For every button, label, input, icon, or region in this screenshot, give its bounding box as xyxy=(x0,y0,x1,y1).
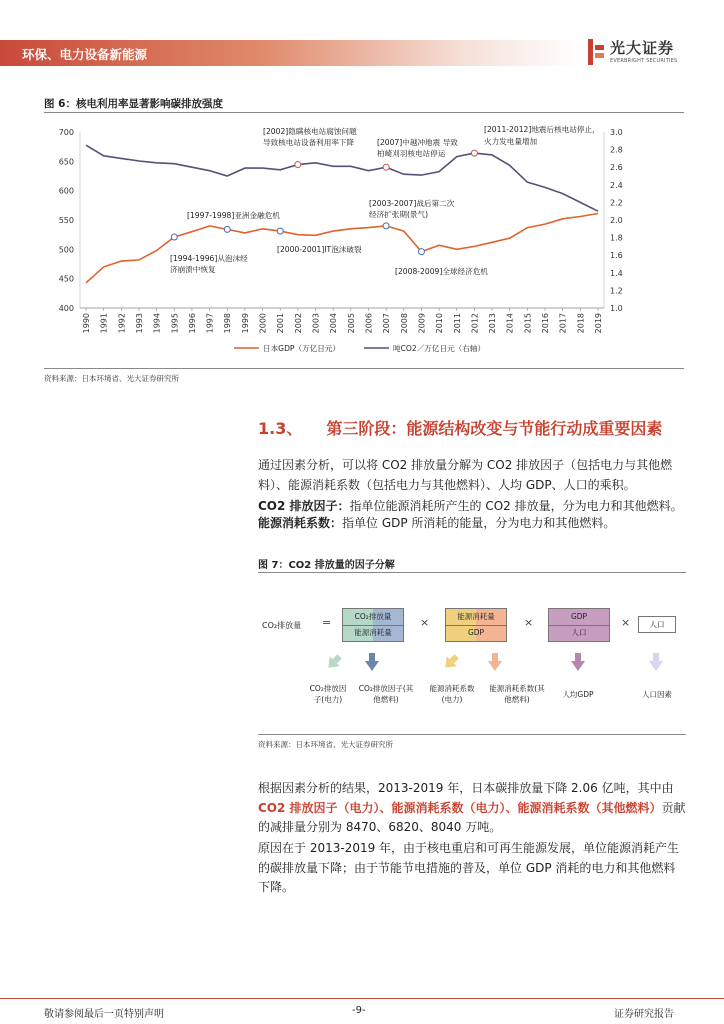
x-tick-label: 1998 xyxy=(223,313,233,334)
arrow-green-icon xyxy=(323,651,344,672)
y-left-tick-label: 550 xyxy=(58,216,74,225)
fd-caption-4: 能源消耗系数(其他燃料) xyxy=(489,684,545,704)
fd-arrows xyxy=(320,650,680,676)
paragraph-2-text: 指单位能源消耗所产生的 CO2 排放量，分为电力和其他燃料。 xyxy=(349,499,683,513)
paragraph-4-b: 贡献的减排量分别为 8470、6820、8040 万吨。 xyxy=(258,800,686,834)
anno-2008: [2008-2009]全球经济危机 xyxy=(395,267,488,276)
x-tick-label: 2003 xyxy=(311,313,321,334)
arrow-lavender-icon xyxy=(649,653,663,671)
company-logo xyxy=(586,37,706,71)
x-tick-label: 2014 xyxy=(505,313,515,334)
anno-2011-b: 火力发电量增加 xyxy=(484,137,538,146)
fd-box4-label: 人口 xyxy=(649,620,665,629)
x-tick-label: 1996 xyxy=(187,313,197,334)
fd-caption-5: 人均GDP xyxy=(562,690,594,699)
anno-2007-b: 柏崎刈羽核电站停运 xyxy=(377,149,446,158)
y-right-tick-label: 1.8 xyxy=(610,233,623,243)
event-marker-2007 xyxy=(383,223,389,229)
y-right-tick-label: 2.0 xyxy=(610,216,623,225)
fd-box-energy-coef xyxy=(445,608,507,642)
y-right-tick-label: 2.6 xyxy=(610,163,623,173)
logo-subtext: EVERBRIGHT SECURITIES xyxy=(610,58,678,64)
x-tick-label: 1990 xyxy=(82,313,91,334)
figure6-title: 图 6：核电利用率显著影响碳排放强度 xyxy=(44,98,223,110)
section-heading xyxy=(258,416,662,439)
y-right-tick-label: 2.8 xyxy=(610,145,623,155)
y-right-tick-label: 3.0 xyxy=(610,128,623,137)
logo-text: 光大证券 xyxy=(610,39,675,57)
fd-caption-2: CO₂排放因子(其他燃料) xyxy=(358,684,414,704)
y-left-tick-label: 700 xyxy=(58,128,74,137)
anno-1997: [1997-1998]亚洲金融危机 xyxy=(187,211,280,220)
paragraph-5: 原因在于 2013-2019 年，由于核电重启和可再生能源发展，单位能源消耗产生的碳排放量下降；由于节能节电措施的普及，单位 GDP 消耗的电力和其他燃料下降。 xyxy=(258,841,680,894)
legend-gdp-label: 日本GDP（万亿日元） xyxy=(263,344,341,353)
arrow-orange-icon xyxy=(440,651,461,672)
fd-caption-6: 人口因素 xyxy=(642,690,672,699)
paragraph-3 xyxy=(258,514,686,534)
x-tick-label: 2013 xyxy=(488,313,498,334)
figure6-bottom-rule xyxy=(44,368,684,369)
legend-co2-label: 吨CO2／万亿日元（右轴） xyxy=(393,344,486,353)
fd-times-1: × xyxy=(420,616,430,629)
anno-1994-a: [1994-1996]从泡沫经 xyxy=(170,254,248,263)
y-right-tick-label: 1.2 xyxy=(610,286,623,296)
event-marker-2009 xyxy=(418,249,424,255)
fd-box3-bottom: 人口 xyxy=(571,628,587,637)
event-marker-2012 xyxy=(471,150,477,156)
paragraph-3-text: 指单位 GDP 所消耗的能量，分为电力和其他燃料。 xyxy=(342,516,616,530)
x-tick-label: 2006 xyxy=(364,313,374,334)
y-left-tick-label: 650 xyxy=(58,157,74,167)
arrow-purple-icon xyxy=(571,653,585,671)
x-tick-label: 1997 xyxy=(205,313,215,334)
anno-2011-a: [2011-2012]地震后核电站停止， xyxy=(484,125,600,134)
x-tick-label: 2002 xyxy=(293,313,303,334)
event-marker-2001 xyxy=(277,228,283,234)
fd-caption-3: 能源消耗系数(电力) xyxy=(429,684,475,704)
footer-page-number: -9- xyxy=(352,1005,366,1016)
fd-caption-1: CO₂排放因子(电力) xyxy=(309,684,347,704)
x-tick-label: 2008 xyxy=(399,313,409,334)
y-right-tick-label: 1.4 xyxy=(610,268,623,278)
y-right-tick-label: 1.0 xyxy=(610,304,623,313)
figure6-top-rule xyxy=(44,112,684,113)
paragraph-3-term: 能源消耗系数： xyxy=(258,516,343,530)
anno-1994-b: 济崩溃中恢复 xyxy=(170,265,216,274)
x-tick-label: 2018 xyxy=(576,313,586,334)
logo-mark-icon xyxy=(586,37,606,67)
paragraph-4 xyxy=(258,779,686,838)
anno-2000: [2000-2001]IT泡沫破裂 xyxy=(277,245,362,254)
event-marker-1995 xyxy=(171,234,177,240)
footer-disclaimer: 敬请参阅最后一页特别声明 xyxy=(44,1009,164,1020)
footer-report-type: 证券研究报告 xyxy=(614,1009,674,1020)
paragraph-2-term: CO2 排放因子： xyxy=(258,499,350,513)
x-tick-label: 2000 xyxy=(258,313,268,334)
x-tick-label: 2016 xyxy=(541,313,551,334)
anno-2003-b: 经济扩张期(景气) xyxy=(369,210,429,219)
event-marker-1998 xyxy=(224,226,230,232)
x-tick-label: 1991 xyxy=(99,313,109,334)
y-left-tick-label: 400 xyxy=(58,304,74,313)
x-tick-label: 2007 xyxy=(382,313,392,334)
x-tick-label: 2010 xyxy=(435,313,445,334)
header-title: 环保、电力设备新能源 xyxy=(22,47,148,62)
y-left-tick-label: 450 xyxy=(58,274,74,284)
y-right-tick-label: 2.2 xyxy=(610,198,623,208)
x-tick-label: 1992 xyxy=(117,313,127,334)
x-tick-label: 2015 xyxy=(523,313,533,334)
fd-box2-top: 能源消耗量 xyxy=(457,612,495,621)
fd-times-2: × xyxy=(524,616,534,629)
fd-box-population xyxy=(638,616,676,633)
figure7-title: 图 7：CO2 排放量的因子分解 xyxy=(258,560,395,571)
fd-box3-top: GDP xyxy=(570,612,588,621)
anno-2003-a: [2003-2007]战后第二次 xyxy=(369,199,455,208)
anno-2002-b: 导致核电站设备利用率下降 xyxy=(263,138,355,147)
fd-times-3: × xyxy=(621,616,631,629)
x-tick-label: 2012 xyxy=(470,313,480,334)
y-left-tick-label: 500 xyxy=(58,245,74,255)
x-tick-label: 2019 xyxy=(594,313,603,334)
arrow-peach-icon xyxy=(488,653,502,671)
chart-annotations xyxy=(170,124,600,276)
event-marker-2002 xyxy=(295,162,301,168)
fd-box1-bottom: 能源消耗量 xyxy=(354,628,392,637)
figure6-chart xyxy=(44,116,644,364)
figure7-source: 资料来源：日本环境省、光大证券研究所 xyxy=(258,740,393,749)
x-tick-label: 1995 xyxy=(170,313,180,334)
paragraph-4-highlight: CO2 排放因子（电力）、能源消耗系数（电力）、能源消耗系数（其他燃料） xyxy=(258,800,662,815)
fd-lhs: CO₂排放量 xyxy=(262,621,302,630)
figure6-source: 资料来源：日本环境省、光大证券研究所 xyxy=(44,374,179,383)
fd-box-co2-factor xyxy=(342,608,404,642)
x-tick-label: 1993 xyxy=(134,313,144,334)
x-tick-label: 2017 xyxy=(558,313,568,334)
fd-box-gdp-per-capita xyxy=(548,608,610,642)
x-tick-label: 2004 xyxy=(329,313,339,334)
section-number: 1.3、 xyxy=(258,419,303,438)
anno-2002-a: [2002]隐瞒核电站腐蚀问题 xyxy=(263,127,357,136)
section-title: 第三阶段：能源结构改变与节能行动成重要因素 xyxy=(326,419,663,438)
x-tick-label: 1994 xyxy=(152,313,162,334)
fd-box2-bottom: GDP xyxy=(467,628,485,637)
y-right-tick-label: 1.6 xyxy=(610,251,623,261)
footer-rule xyxy=(0,998,724,999)
y-left-tick-label: 600 xyxy=(58,186,74,196)
fd-box1-top: CO₂排放量 xyxy=(354,612,392,621)
x-tick-label: 1999 xyxy=(240,313,250,334)
paragraph-4-a: 根据因素分析的结果，2013-2019 年，日本碳排放量下降 2.06 亿吨，其中由 xyxy=(258,781,674,795)
chart-legend xyxy=(234,343,485,353)
series-co2-intensity-line xyxy=(86,145,598,211)
figure7-top-rule xyxy=(258,572,686,573)
figure7-bottom-rule xyxy=(258,734,686,735)
fd-equals: = xyxy=(322,616,332,629)
paragraph-1: 通过因素分析，可以将 CO2 排放量分解为 CO2 排放因子（包括电力与其他燃料）、能源消耗系数（包括电力与其他燃料）、人均 GDP、人口的乘积。 xyxy=(258,458,673,492)
x-tick-label: 2001 xyxy=(276,313,286,334)
y-right-tick-label: 2.4 xyxy=(610,180,623,190)
x-tick-label: 2009 xyxy=(417,313,427,334)
event-marker-2007 xyxy=(383,164,389,170)
x-tick-label: 2005 xyxy=(346,313,356,334)
anno-2007-a: [2007]中越冲地震 导致 xyxy=(377,138,458,147)
arrow-blue-icon xyxy=(365,653,379,671)
x-tick-label: 2011 xyxy=(452,313,462,334)
